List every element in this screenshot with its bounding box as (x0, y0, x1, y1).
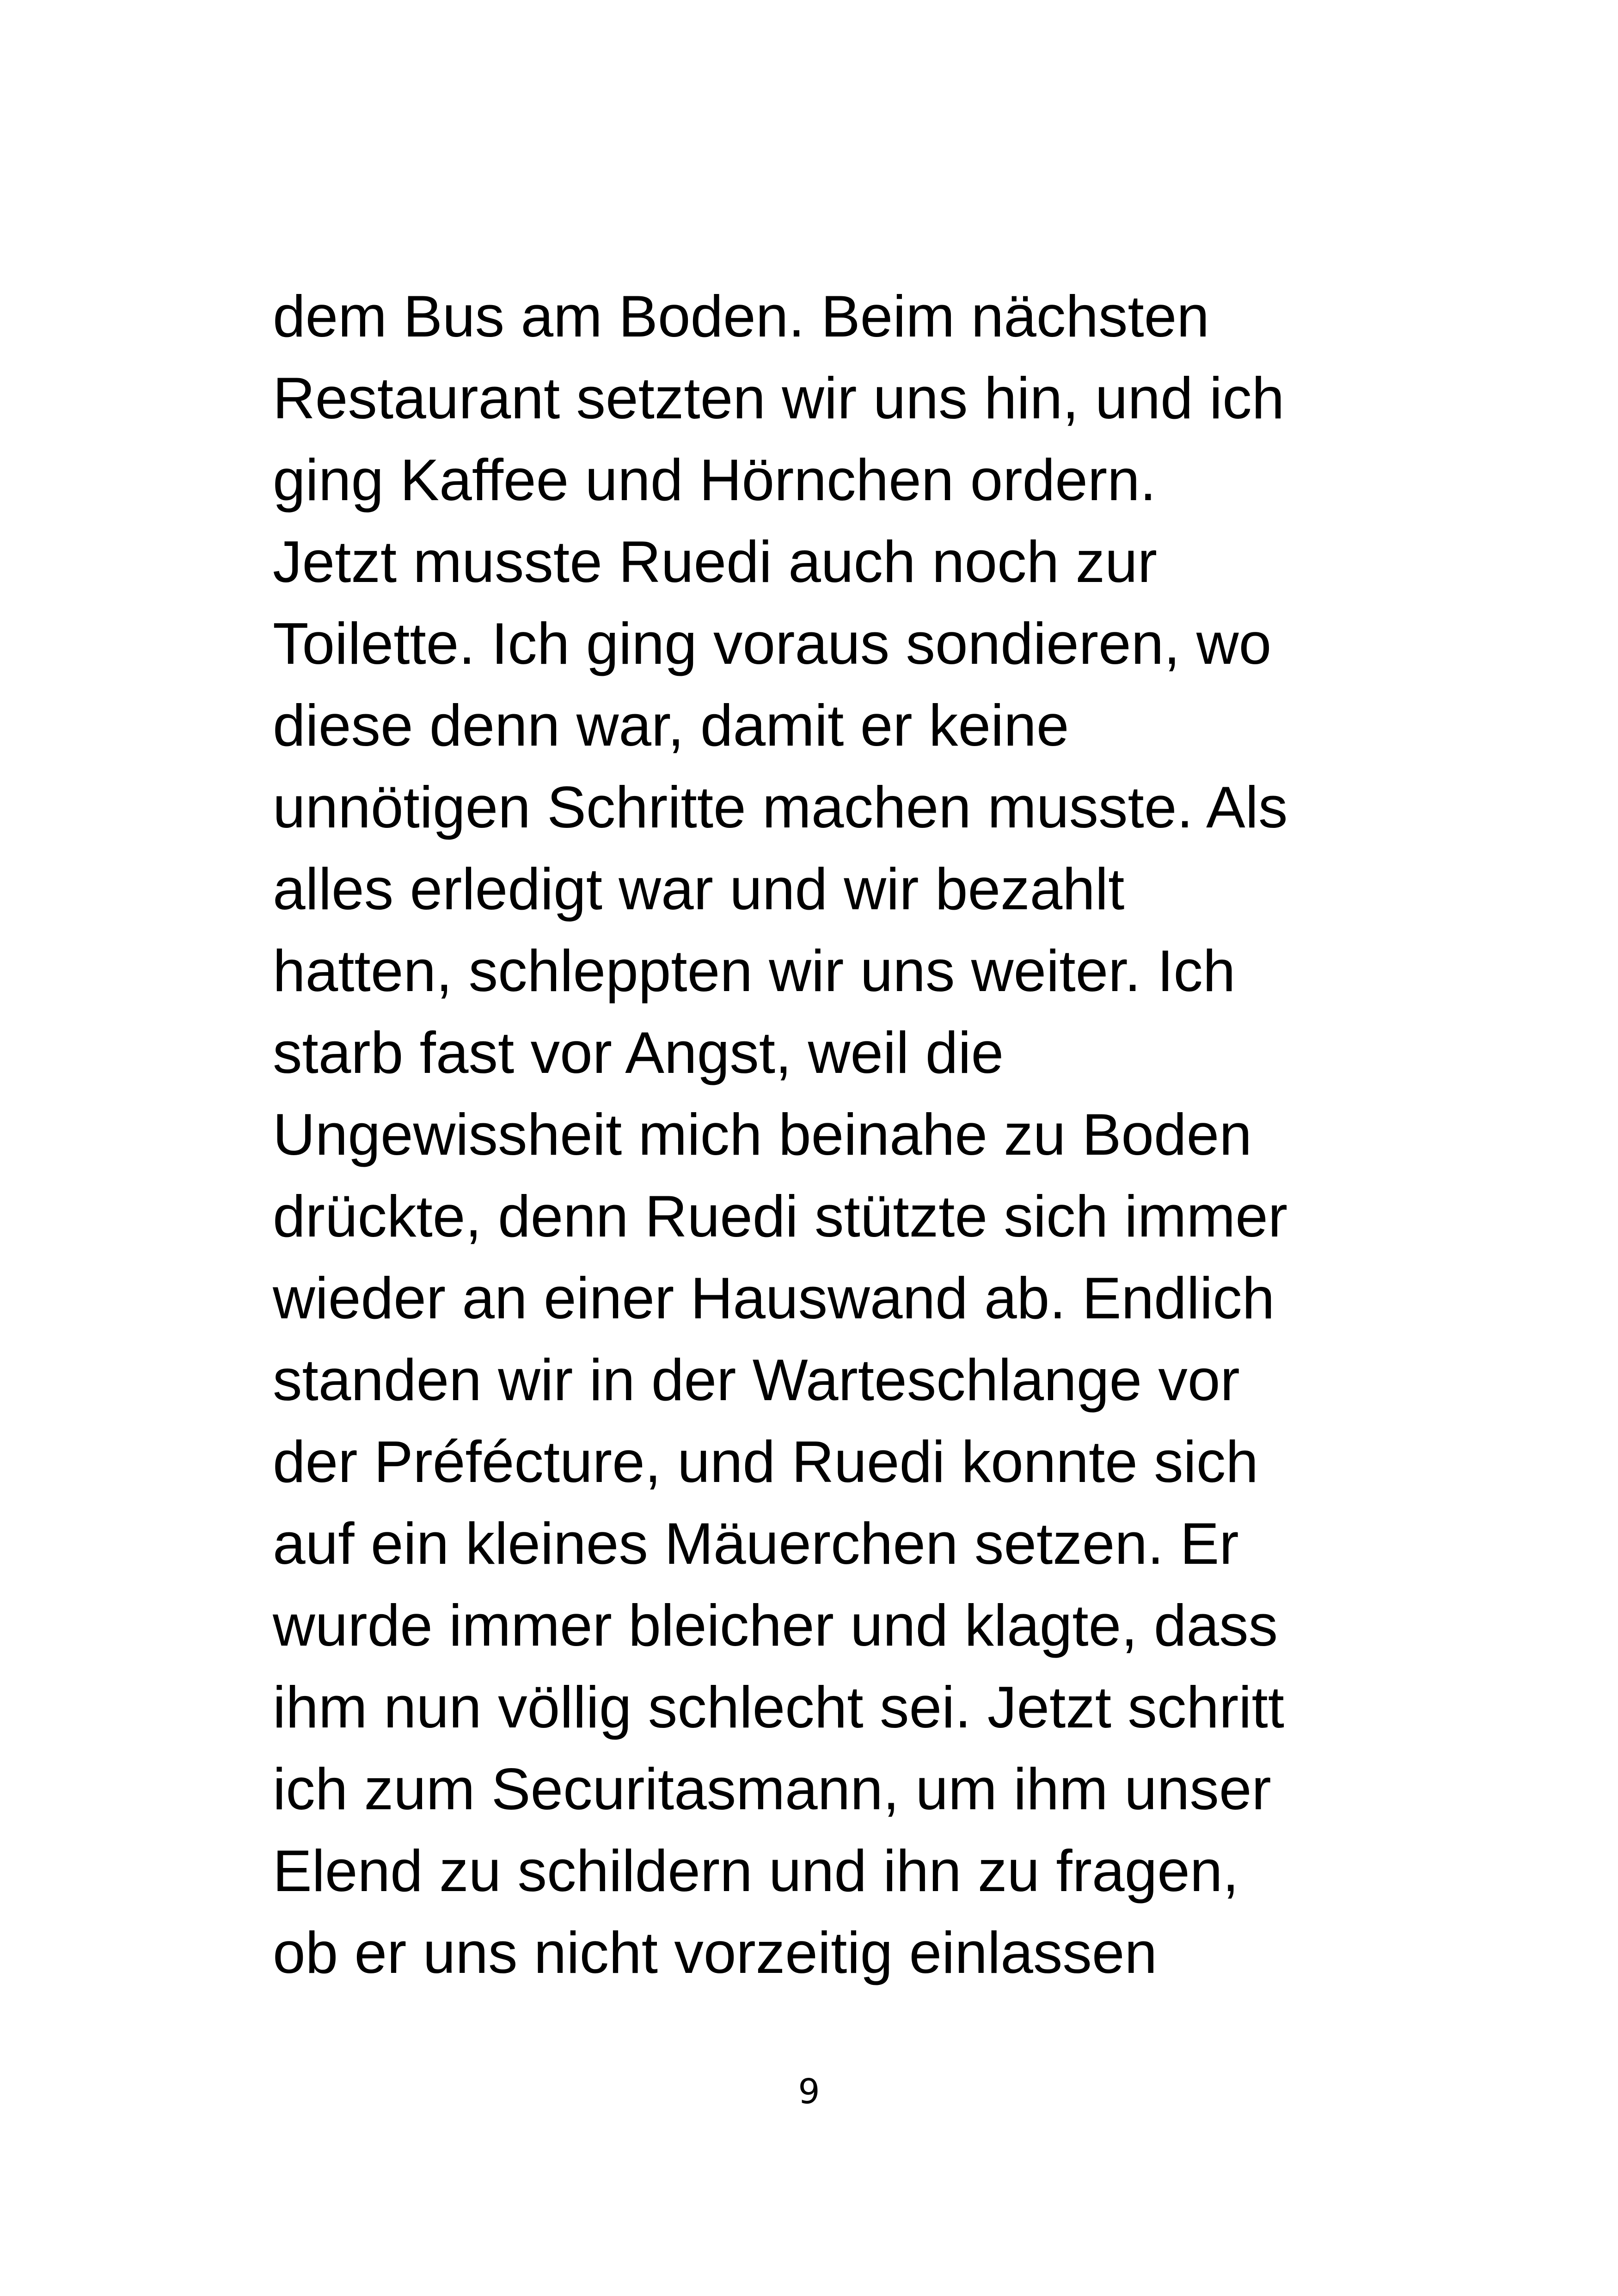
page-number: 9 (798, 2072, 820, 2112)
text-line: ging Kaffee und Hörnchen ordern. (273, 447, 1157, 513)
text-line: der Préfécture, und Ruedi konnte sich (273, 1429, 1259, 1494)
text-line: starb fast vor Angst, weil die (273, 1020, 1004, 1085)
text-line: diese denn war, damit er keine (273, 692, 1069, 758)
text-line: hatten, schleppten wir uns weiter. Ich (273, 938, 1236, 1004)
text-line: auf ein kleines Mäuerchen setzen. Er (273, 1511, 1239, 1576)
text-line: ob er uns nicht vorzeitig einlassen (273, 1920, 1158, 1985)
text-line: dem Bus am Boden. Beim nächsten (273, 283, 1210, 349)
body-text (273, 276, 1405, 1994)
text-line: standen wir in der Warteschlange vor (273, 1347, 1240, 1413)
text-line: drückte, denn Ruedi stützte sich immer (273, 1183, 1288, 1249)
text-line: Restaurant setzten wir uns hin, und ich (273, 365, 1285, 431)
text-line: ich zum Securitasmann, um ihm unser (273, 1756, 1271, 1822)
text-line: wieder an einer Hauswand ab. Endlich (273, 1265, 1275, 1331)
text-line: Toilette. Ich ging voraus sondieren, wo (273, 611, 1272, 676)
text-line: Ungewissheit mich beinahe zu Boden (273, 1102, 1252, 1167)
text-line: alles erledigt war und wir bezahlt (273, 856, 1125, 922)
text-line: wurde immer bleicher und klagte, dass (273, 1592, 1278, 1658)
text-line: ihm nun völlig schlecht sei. Jetzt schritt (273, 1674, 1285, 1740)
text-line: Jetzt musste Ruedi auch noch zur (273, 529, 1157, 594)
text-line: unnötigen Schritte machen musste. Als (273, 774, 1288, 840)
text-line: Elend zu schildern und ihn zu fragen, (273, 1838, 1239, 1904)
